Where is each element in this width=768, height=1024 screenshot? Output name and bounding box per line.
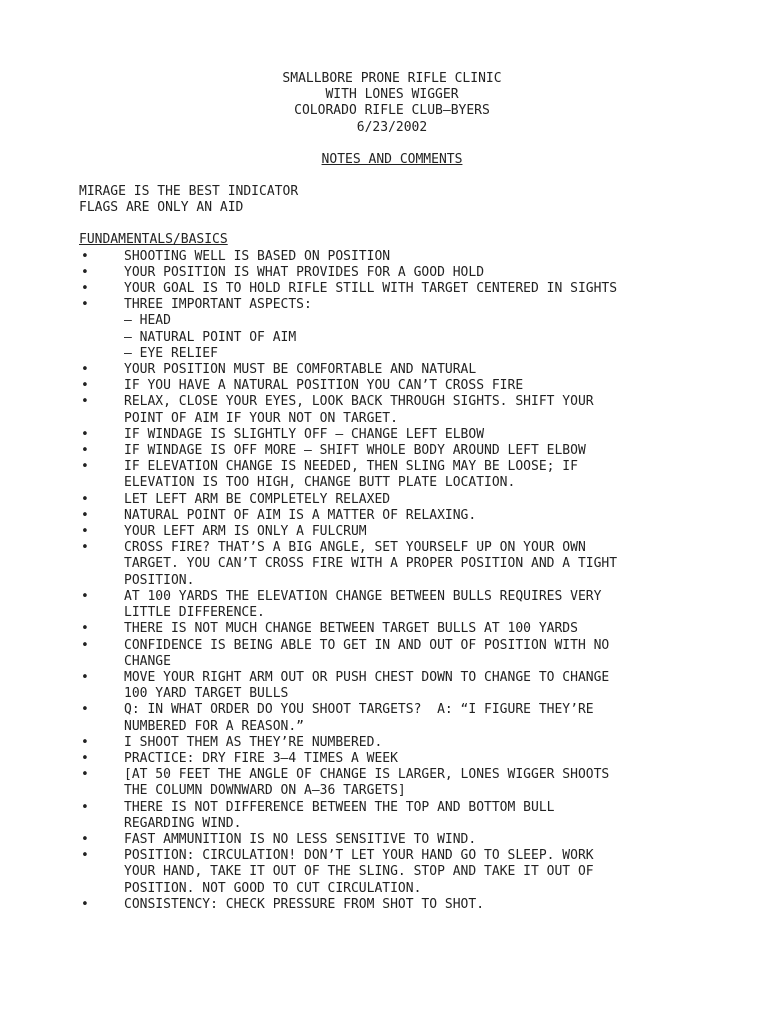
list-item-text: CROSS FIRE? THAT’S A BIG ANGLE, SET YOURSELF UP ON YOUR OWN — [124, 540, 586, 556]
list-item — [79, 524, 719, 540]
list-item-text: IF WINDAGE IS OFF MORE – SHIFT WHOLE BODY AROUND LEFT ELBOW — [124, 443, 586, 459]
section-title: FUNDAMENTALS/BASICS — [79, 232, 228, 248]
list-item — [79, 670, 719, 702]
list-item-text: THE COLUMN DOWNWARD ON A–36 TARGETS] — [124, 783, 406, 799]
bullet-marker: • — [81, 588, 89, 604]
list-item-text: YOUR LEFT ARM IS ONLY A FULCRUM — [124, 524, 367, 540]
bullet-marker: • — [81, 669, 89, 685]
bullet-marker: • — [81, 750, 89, 766]
list-item-text: IF WINDAGE IS SLIGHTLY OFF – CHANGE LEFT ELBOW — [124, 426, 485, 442]
list-item — [79, 443, 719, 459]
bullet-marker: • — [81, 702, 89, 718]
bullet-marker: • — [81, 281, 89, 297]
list-item — [79, 362, 719, 378]
list-item-text: LITTLE DIFFERENCE. — [124, 605, 265, 621]
bullet-marker: • — [81, 362, 89, 378]
instructor-line: WITH LONES WIGGER — [325, 87, 459, 103]
bullet-marker: • — [81, 426, 89, 442]
list-item-text: NATURAL POINT OF AIM IS A MATTER OF RELAXING. — [124, 507, 477, 523]
bullet-marker: • — [81, 524, 89, 540]
document-title: SMALLBORE PRONE RIFLE CLINIC — [282, 71, 502, 86]
bullet-marker: • — [81, 540, 89, 556]
list-item-text: PRACTICE: DRY FIRE 3–4 TIMES A WEEK — [124, 750, 398, 766]
bullet-marker: • — [81, 848, 89, 864]
list-item-text: POSITION. NOT GOOD TO CUT CIRCULATION. — [124, 880, 422, 896]
bullet-marker: • — [81, 264, 89, 280]
list-item-text: TARGET. YOU CAN’T CROSS FIRE WITH A PROPER POSITION AND A TIGHT — [124, 556, 618, 572]
list-item-text: NUMBERED FOR A REASON.” — [124, 718, 305, 734]
list-item — [79, 638, 719, 670]
intro-line: FLAGS ARE ONLY AN AID — [79, 200, 244, 216]
fundamentals-list — [79, 249, 719, 913]
list-item — [79, 427, 719, 443]
list-item-text: CONSISTENCY: CHECK PRESSURE FROM SHOT TO SHOT. — [124, 896, 485, 912]
list-item — [79, 897, 719, 913]
list-item-text: FAST AMMUNITION IS NO LESS SENSITIVE TO WIND. — [124, 831, 477, 847]
list-item-text: IF ELEVATION CHANGE IS NEEDED, THEN SLING MAY BE LOOSE; IF — [124, 459, 578, 475]
document-page — [79, 71, 719, 913]
list-item — [79, 832, 719, 848]
list-item — [79, 800, 719, 832]
list-item-text: I SHOOT THEM AS THEY’RE NUMBERED. — [124, 734, 383, 750]
intro-notes — [79, 184, 719, 216]
list-item-text: CHANGE — [124, 653, 171, 669]
list-item — [79, 751, 719, 767]
list-item — [79, 621, 719, 637]
bullet-marker: • — [81, 637, 89, 653]
list-item — [79, 281, 719, 297]
list-item — [79, 540, 719, 589]
list-item-text: SHOOTING WELL IS BASED ON POSITION — [124, 248, 391, 264]
list-item-text: 100 YARD TARGET BULLS — [124, 686, 289, 702]
bullet-marker: • — [81, 297, 89, 313]
list-item-text: REGARDING WIND. — [124, 815, 242, 831]
list-item — [79, 297, 719, 313]
bullet-marker: • — [81, 248, 89, 264]
document-header — [79, 71, 705, 168]
list-item-text: THERE IS NOT DIFFERENCE BETWEEN THE TOP AND BOTTOM BULL — [124, 799, 555, 815]
list-item-text: YOUR HAND, TAKE IT OUT OF THE SLING. STOP AND TAKE IT OUT OF — [124, 864, 594, 880]
list-item — [79, 735, 719, 751]
notes-subtitle: NOTES AND COMMENTS — [321, 151, 463, 167]
bullet-marker: • — [81, 767, 89, 783]
list-item — [79, 508, 719, 524]
list-item-text: AT 100 YARDS THE ELEVATION CHANGE BETWEEN BULLS REQUIRES VERY — [124, 588, 602, 604]
list-item-text: THREE IMPORTANT ASPECTS: — [124, 297, 312, 313]
list-item — [79, 702, 719, 734]
list-item-text: IF YOU HAVE A NATURAL POSITION YOU CAN’T CROSS FIRE — [124, 378, 524, 394]
list-item — [79, 265, 719, 281]
list-item — [79, 589, 719, 621]
list-item-text: POSITION: CIRCULATION! DON’T LET YOUR HAND GO TO SLEEP. WORK — [124, 848, 594, 864]
list-item-text: POSITION. — [124, 572, 195, 588]
bullet-marker: • — [81, 394, 89, 410]
list-item-text: YOUR POSITION MUST BE COMFORTABLE AND NATURAL — [124, 362, 477, 378]
list-item-text: YOUR POSITION IS WHAT PROVIDES FOR A GOOD HOLD — [124, 264, 485, 280]
bullet-marker: • — [81, 621, 89, 637]
list-item-text: THERE IS NOT MUCH CHANGE BETWEEN TARGET BULLS AT 100 YARDS — [124, 621, 578, 637]
bullet-marker: • — [81, 507, 89, 523]
bullet-marker: • — [81, 799, 89, 815]
bullet-marker: • — [81, 459, 89, 475]
list-item-text: CONFIDENCE IS BEING ABLE TO GET IN AND OUT OF POSITION WITH NO — [124, 637, 610, 653]
list-item-text: YOUR GOAL IS TO HOLD RIFLE STILL WITH TARGET CENTERED IN SIGHTS — [124, 281, 618, 297]
list-item — [79, 492, 719, 508]
list-item-text: RELAX, CLOSE YOUR EYES, LOOK BACK THROUGH SIGHTS. SHIFT YOUR — [124, 394, 594, 410]
sub-list-item: – EYE RELIEF — [124, 345, 218, 361]
list-item-text: [AT 50 FEET THE ANGLE OF CHANGE IS LARGER, LONES WIGGER SHOOTS — [124, 767, 610, 783]
location-line: COLORADO RIFLE CLUB–BYERS — [294, 103, 490, 119]
list-item — [79, 848, 719, 897]
bullet-marker: • — [81, 443, 89, 459]
list-item-text: ELEVATION IS TOO HIGH, CHANGE BUTT PLATE LOCATION. — [124, 475, 516, 491]
list-item-text: POINT OF AIM IF YOUR NOT ON TARGET. — [124, 410, 398, 426]
bullet-marker: • — [81, 831, 89, 847]
list-item-text: LET LEFT ARM BE COMPLETELY RELAXED — [124, 491, 391, 507]
list-item — [79, 459, 719, 491]
bullet-marker: • — [81, 378, 89, 394]
sub-list-item: – HEAD — [124, 313, 171, 329]
list-item — [79, 378, 719, 394]
list-item — [79, 249, 719, 265]
list-item — [79, 767, 719, 799]
list-item-text: MOVE YOUR RIGHT ARM OUT OR PUSH CHEST DOWN TO CHANGE TO CHANGE — [124, 669, 610, 685]
sub-list-item: – NATURAL POINT OF AIM — [124, 329, 297, 345]
date-line: 6/23/2002 — [356, 119, 428, 135]
intro-line: MIRAGE IS THE BEST INDICATOR — [79, 184, 299, 200]
bullet-marker: • — [81, 896, 89, 912]
list-item — [79, 394, 719, 426]
list-item-text: Q: IN WHAT ORDER DO YOU SHOOT TARGETS? A: “I FIGURE THEY’RE — [124, 702, 594, 718]
bullet-marker: • — [81, 734, 89, 750]
bullet-marker: • — [81, 491, 89, 507]
